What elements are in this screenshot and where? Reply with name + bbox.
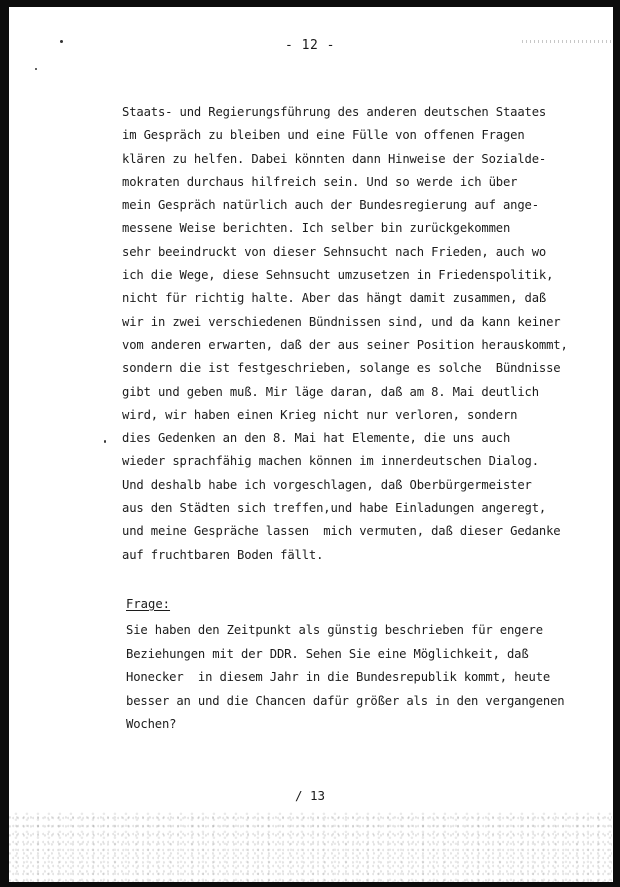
question-line: Beziehungen mit der DDR. Sehen Sie eine Möglichkeit, daß <box>126 646 529 661</box>
question-line: besser an und die Chancen dafür größer als in den vergangenen <box>126 693 565 708</box>
text-line: Und deshalb habe ich vorgeschlagen, daß Oberbürgermeister <box>122 477 532 492</box>
continuation-marker: / 13 <box>294 788 326 803</box>
text-line: vom anderen erwarten, daß der aus seiner Position herauskommt, <box>122 337 568 352</box>
text-line: Staats- und Regierungsführung des anderen deutschen Staates <box>122 105 547 119</box>
scan-speck <box>104 440 106 443</box>
text-line: ich die Wege, diese Sehnsucht umzusetzen in Friedenspolitik, <box>122 268 554 283</box>
scan-border-bottom <box>0 882 620 887</box>
text-line: wir in zwei verschiedenen Bündnissen sind, und da kann keiner <box>122 314 561 329</box>
text-line: nicht für richtig halte. Aber das hängt damit zusammen, daß <box>122 291 547 306</box>
scan-border-left <box>0 0 9 887</box>
scan-speck <box>35 68 37 70</box>
scan-border-top <box>0 0 620 7</box>
page-number: - 12 - <box>285 38 335 53</box>
scan-border-right <box>613 0 620 887</box>
text-line: gibt und geben muß. Mir läge daran, daß am 8. Mai deutlich <box>122 384 539 399</box>
text-line: im Gespräch zu bleiben und eine Fülle von offenen Fragen <box>122 128 525 143</box>
text-line: klären zu helfen. Dabei könnten dann Hinweise der Sozialde- <box>122 151 547 166</box>
text-line: sondern die ist festgeschrieben, solange es solche Bündnisse <box>122 361 561 376</box>
question-line: Wochen? <box>126 717 177 731</box>
text-line: wird, wir haben einen Krieg nicht nur verloren, sondern <box>122 407 518 422</box>
text-line: aus den Städten sich treffen,und habe Einladungen angeregt, <box>122 501 547 516</box>
text-line: mokraten durchaus hilfreich sein. Und so werde ich über <box>122 174 518 189</box>
text-line: auf fruchtbaren Boden fällt. <box>122 547 324 562</box>
question-line: Honecker in diesem Jahr in die Bundesrepublik kommt, heute <box>126 670 551 684</box>
text-line: dies Gedenken an den 8. Mai hat Elemente, die uns auch <box>122 431 511 446</box>
question-line: Sie haben den Zeitpunkt als günstig beschrieben für engere <box>126 623 543 637</box>
question-text <box>126 619 566 737</box>
text-line: mein Gespräch natürlich auch der Bundesregierung auf ange- <box>122 198 539 213</box>
text-line: wieder sprachfähig machen können im innerdeutschen Dialog. <box>122 454 539 469</box>
question-label: Frage: <box>126 597 171 611</box>
body-text <box>122 101 568 567</box>
text-line: und meine Gespräche lassen mich vermuten, daß dieser Gedanke <box>122 524 561 539</box>
text-line: sehr beeindruckt von dieser Sehnsucht nach Frieden, auch wo <box>122 244 547 259</box>
scan-noise-bottom <box>9 812 612 882</box>
text-line: messene Weise berichten. Ich selber bin zurückgekommen <box>122 221 511 236</box>
